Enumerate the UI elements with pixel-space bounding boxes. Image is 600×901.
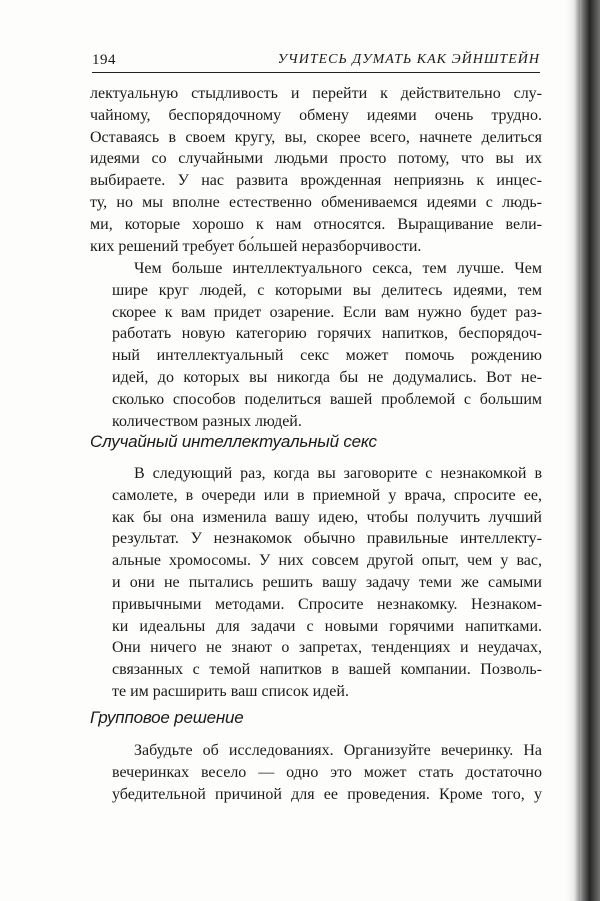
text-line: привычными методами. Спросите незнакомку. Незнаком- bbox=[112, 595, 542, 613]
paragraph bbox=[90, 83, 542, 257]
text-line: и они не пытались решить вашу задачу теми же самыми bbox=[112, 573, 542, 591]
text-line: Чем больше интеллектуального секса, тем лучше. Чем bbox=[134, 260, 542, 277]
text-line: ки идеальны для задачи с новыми горячими напитками. bbox=[112, 617, 542, 635]
paragraph bbox=[90, 740, 542, 805]
text-line: количеством разных людей. bbox=[112, 412, 302, 430]
text-line: В следующий раз, когда вы заговорите с незнакомкой в bbox=[134, 465, 542, 482]
text-line: Оставаясь в своем кругу, вы, скорее всего, начнете делиться bbox=[90, 128, 542, 146]
text-line: Забудьте об исследованиях. Организуйте вечеринку. На bbox=[134, 742, 542, 759]
text-line: ких решений требует бо́льшей неразборчивости. bbox=[90, 237, 422, 255]
paragraph bbox=[90, 463, 542, 703]
text-line: Они ничего не знают о запретах, тенденциях и неудачах, bbox=[112, 639, 542, 657]
paragraph-group-solution bbox=[90, 740, 542, 805]
text-line: скорее к вам придет озарение. Если вам нужно будет раз- bbox=[112, 303, 542, 321]
page-header bbox=[92, 50, 540, 74]
text-line: альные хромосомы. У них совсем другой опыт, чем у вас, bbox=[112, 552, 542, 570]
text-line: чайному, беспорядочному обмену идеями очень трудно. bbox=[90, 106, 542, 124]
paragraph-random-sex bbox=[90, 463, 542, 703]
header-rule bbox=[92, 72, 540, 73]
text-line: идеями со случайными людьми просто потому, что вы их bbox=[90, 150, 542, 168]
section-heading: Групповое решение bbox=[90, 708, 244, 727]
text-line: самолете, в очереди или в приемной у врача, спросите ее, bbox=[112, 486, 542, 504]
running-title: УЧИТЕСЬ ДУМАТЬ КАК ЭЙНШТЕЙН bbox=[277, 52, 540, 67]
section-heading: Случайный интеллектуальный секс bbox=[90, 432, 377, 451]
text-line: связанных с темой напитков в вашей компании. Позволь- bbox=[112, 661, 542, 679]
text-line: ми, которые хорошо к нам относятся. Выращивание вели- bbox=[90, 215, 542, 233]
text-line: ту, но мы вполне естественно обмениваемся идеями с людь- bbox=[90, 193, 542, 211]
text-line: как бы она изменила вашу идею, чтобы получить лучший bbox=[112, 508, 542, 526]
paragraph-intellectual-sex bbox=[90, 258, 542, 432]
text-line: те им расширить ваш список идей. bbox=[112, 682, 349, 700]
text-line: идей, до которых вы никогда бы не додумались. Вот не- bbox=[112, 368, 542, 386]
paragraph-continued bbox=[90, 83, 542, 257]
text-line: вечеринках весело — одно это может стать достаточно bbox=[112, 763, 542, 781]
text-line: убедительной причиной для ее проведения. Кроме того, у bbox=[112, 785, 542, 803]
page-binding-shadow bbox=[574, 0, 600, 901]
page-number: 194 bbox=[92, 52, 116, 68]
text-line: лектуальную стыдливость и перейти к действительно слу- bbox=[90, 85, 542, 102]
paragraph bbox=[90, 258, 542, 432]
text-line: выбираете. У нас развита врожденная неприязнь к инцес- bbox=[90, 172, 542, 190]
text-line: ный интеллектуальный секс может помочь рождению bbox=[112, 347, 542, 365]
text-line: результат. У незнакомок обычно правильные интеллекту- bbox=[112, 530, 542, 548]
text-line: сколько способов поделиться вашей проблемой с большим bbox=[112, 390, 542, 408]
text-line: шире круг людей, с которыми вы делитесь идеями, тем bbox=[112, 281, 542, 299]
text-line: работать новую категорию горячих напитков, беспорядоч- bbox=[112, 325, 542, 343]
